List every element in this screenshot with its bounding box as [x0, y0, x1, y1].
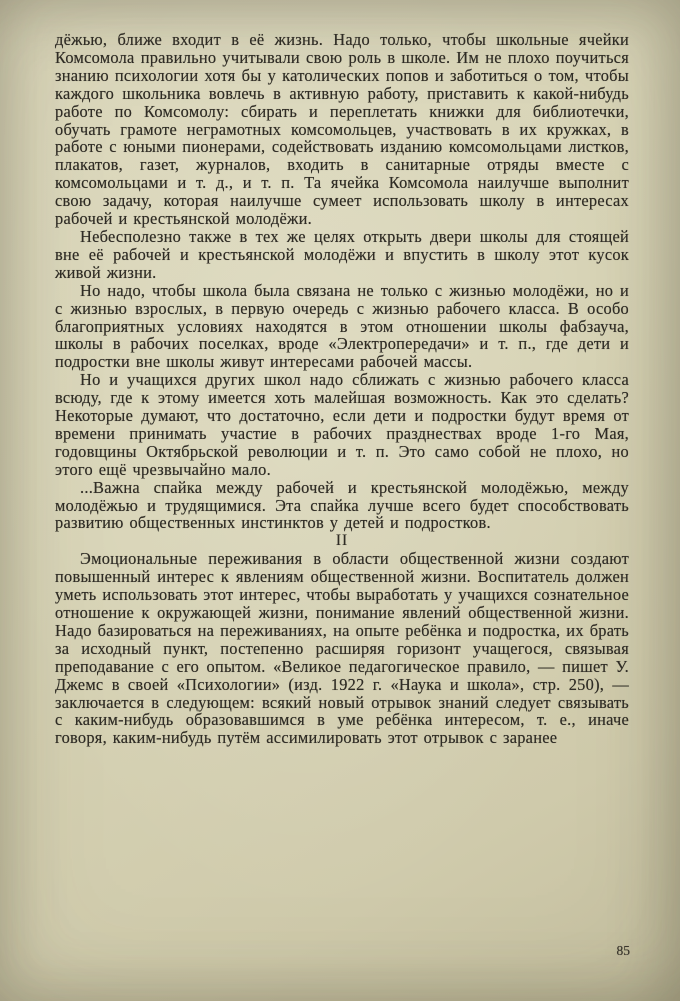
paragraph: ...Важна спайка между рабочей и крестьянской молодёжью, между молодёжью и трудящимися. Эта спайка лучше всего будет способствовать развитию общественных инстинктов у детей и подростков.: [55, 477, 629, 533]
paragraph: Небесполезно также в тех же целях открыть двери школы для стоящей вне её рабочей и крестьянской молодёжи и впустить в школу этот кусок живой жизни.: [55, 226, 629, 282]
page-number: 85: [616, 943, 630, 958]
paragraph-continuation: дёжью, ближе входит в её жизнь. Надо только, чтобы школьные ячейки Комсомола правильно учитывали свою роль в школе. Им не плохо поучиться знанию психологии хотя бы у католических попов и заботиться о том, чтобы каждого школьника вовлечь в активную работу, приставить к какой-нибудь работе по Комсомолу: сбирать и переплетать книжки для библиотечки, обучать грамоте неграмотных комсомольцев, участвовать в их кружках, в работе с юными пионерами, содействовать изданию комсомольцами листков, плакатов, газет, журналов, входить в санитарные отряды вместе с комсомольцами и т. д., и т. п. Та ячейка Комсомола наилучше выполнит свою задачу, которая наилучше сумеет использовать школу в интересах рабочей и крестьянской молодёжи.: [55, 30, 629, 229]
paragraph: Но надо, чтобы школа была связана не только с жизнью молодёжи, но и с жизнью взрослых, в первую очередь с жизнью рабочего класса. В особо благоприятных условиях находятся в этом отношении школы фабзауча, школы в рабочих поселках, вроде «Электропередачи» и т. п., где дети и подростки вне школы живут интересами рабочей массы.: [55, 280, 629, 372]
paragraph: Эмоциональные переживания в области общественной жизни создают повышенный интерес к явлениям общественной жизни. Воспитатель должен уметь использовать этот интерес, чтобы выработать у учащихся сознательное отношение к окружающей жизни, понимание явлений общественной жизни. Надо базироваться на переживаниях, на опыте ребёнка и подростка, их брать за исходный пункт, постепенно расширяя горизонт учащегося, связывая преподавание с его опытом. «Великое педагогическое правило, — пишет У. Джемс в своей «Психологии» (изд. 1922 г. «Наука и школа», стр. 250), — заключается в следующем: всякий новый отрывок знаний следует связывать с каким-нибудь образовавшимся в уме ребёнка интересом, т. е., иначе говоря, каким-нибудь путём ассимилировать этот отрывок с заранее: [55, 549, 629, 748]
page-text-block: [55, 31, 629, 747]
paragraph: Но и учащихся других школ надо сближать с жизнью рабочего класса всюду, где к этому имеется хоть малейшая возможность. Как это сделать? Некоторые думают, что достаточно, если дети и подростки будут время от времени принимать участие в рабочих празднествах вроде 1-го Мая, годовщины Октябрьской революции и т. п. Это само собой не плохо, но этого ещё чрезвычайно мало.: [55, 370, 629, 479]
section-heading: II: [335, 532, 349, 550]
